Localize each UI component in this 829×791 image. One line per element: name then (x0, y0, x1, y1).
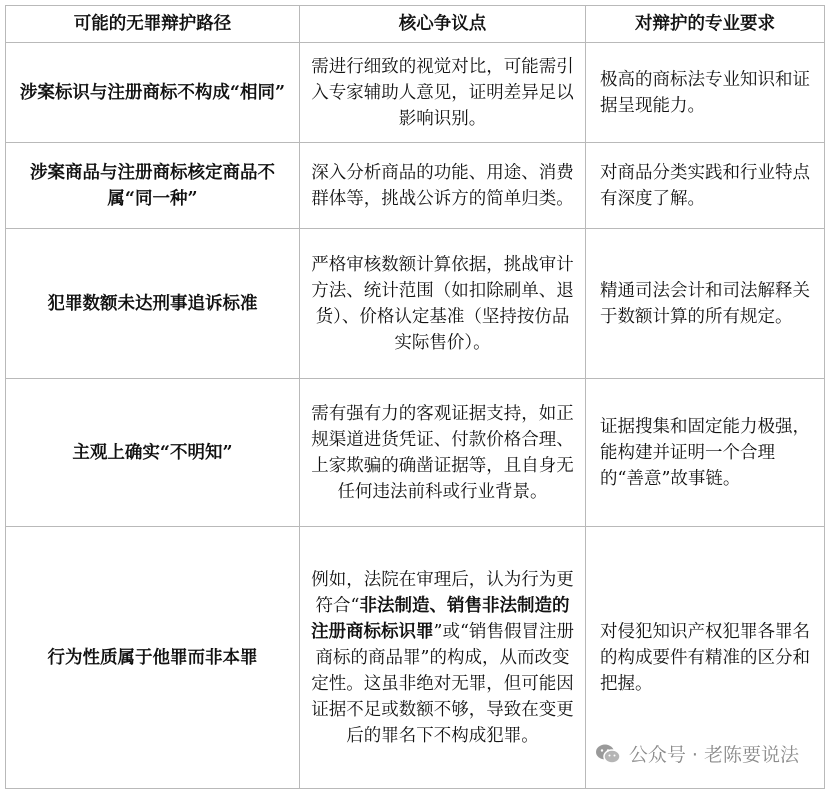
requirement-cell: 精通司法会计和司法解释关于数额计算的所有规定。 (586, 229, 825, 379)
table-row (6, 143, 825, 229)
header-defense-path: 可能的无罪辩护路径 (6, 6, 300, 43)
defense-path-cell: 主观上确实“不明知” (6, 379, 300, 527)
table-row (6, 379, 825, 527)
defense-path-cell: 犯罪数额未达刑事追诉标准 (6, 229, 300, 379)
defense-path-cell: 涉案标识与注册商标不构成“相同” (6, 43, 300, 143)
table-row (6, 229, 825, 379)
header-requirement: 对辩护的专业要求 (586, 6, 825, 43)
defense-path-cell: 涉案商品与注册商标核定商品不属“同一种” (6, 143, 300, 229)
requirement-cell: 证据搜集和固定能力极强，能构建并证明一个合理的“善意”故事链。 (586, 379, 825, 527)
core-dispute-bold-text: 非法制造、销售非法制造的注册商标标识罪 (311, 595, 570, 642)
core-dispute-cell: 需进行细致的视觉对比，可能需引入专家辅助人意见，证明差异足以影响识别。 (300, 43, 586, 143)
table-header-row (6, 6, 825, 43)
core-dispute-text: 例如，法院在审理后，认为行为更符合“ (311, 569, 574, 616)
requirement-cell: 极高的商标法专业知识和证据呈现能力。 (586, 43, 825, 143)
core-dispute-cell: 严格审核数额计算依据，挑战审计方法、统计范围（如扣除刷单、退货）、价格认定基准（坚持按仿品实际售价）。 (300, 229, 586, 379)
header-core-dispute: 核心争议点 (300, 6, 586, 43)
core-dispute-text-cont: ”或“销售假冒注册商标的商品罪”的构成，从而改变定性。这虽非绝对无罪，但可能因证据不足或数额不够，导致在变更后的罪名下不构成犯罪。 (311, 621, 574, 746)
defense-path-cell: 行为性质属于他罪而非本罪 (6, 527, 300, 789)
wechat-icon (595, 743, 621, 765)
requirement-cell: 对侵犯知识产权犯罪各罪名的构成要件有精准的区分和把握。 (586, 527, 825, 789)
watermark-text: 公众号 · 老陈要说法 (628, 744, 799, 766)
comparison-table (5, 5, 825, 789)
requirement-cell: 对商品分类实践和行业特点有深度了解。 (586, 143, 825, 229)
core-dispute-cell: 需有强有力的客观证据支持，如正规渠道进货凭证、付款价格合理、上家欺骗的确凿证据等，且自身无任何违法前科或行业背景。 (300, 379, 586, 527)
watermark (591, 738, 803, 769)
core-dispute-cell (300, 527, 586, 789)
table-row (6, 43, 825, 143)
core-dispute-cell: 深入分析商品的功能、用途、消费群体等，挑战公诉方的简单归类。 (300, 143, 586, 229)
